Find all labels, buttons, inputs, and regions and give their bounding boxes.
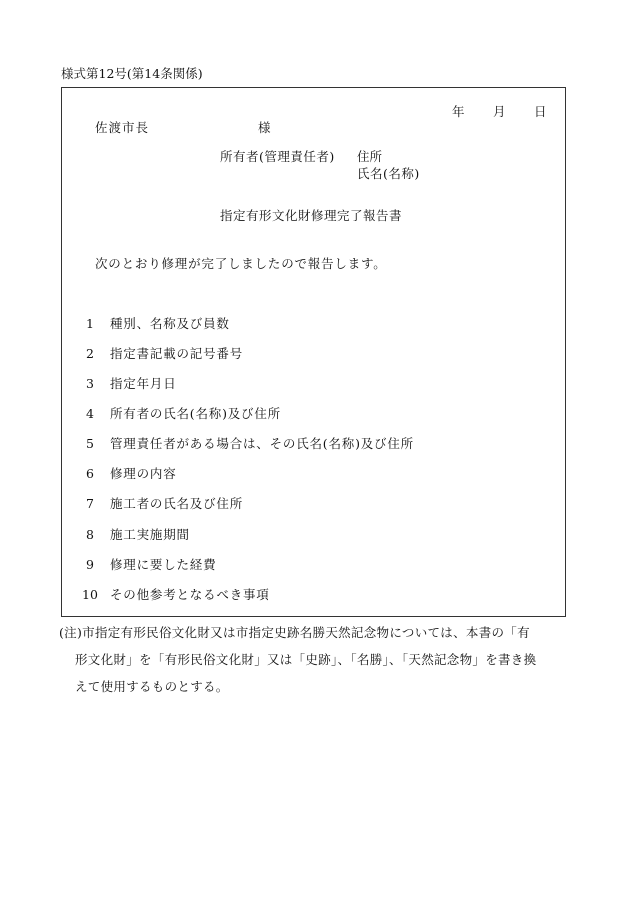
item-number: 10 — [82, 587, 98, 602]
date-day-label: 日 — [534, 104, 547, 119]
item-label: 修理の内容 — [110, 466, 177, 481]
item-label: その他参考となるべき事項 — [110, 587, 270, 602]
item-number: 3 — [86, 376, 94, 391]
owner-name-label: 氏名(名称) — [357, 166, 420, 181]
item-number: 1 — [86, 316, 94, 331]
intro-text: 次のとおり修理が完了しましたので報告します。 — [95, 256, 387, 271]
footnote-line: えて使用するものとする。 — [75, 679, 229, 694]
item-label: 施工実施期間 — [110, 527, 190, 542]
item-label: 所有者の氏名(名称)及び住所 — [110, 406, 281, 421]
item-label: 指定書記載の記号番号 — [110, 346, 244, 361]
addressee-title: 佐渡市長 — [95, 120, 150, 135]
date-month-label: 月 — [493, 104, 506, 119]
date-year-label: 年 — [452, 104, 465, 119]
item-label: 指定年月日 — [110, 376, 177, 391]
item-number: 8 — [86, 527, 94, 542]
item-label: 修理に要した経費 — [110, 557, 217, 572]
item-number: 2 — [86, 346, 94, 361]
owner-address-label: 住所 — [357, 149, 383, 164]
footnote-line: 形文化財」を「有形民俗文化財」又は「史跡」、「名勝」、「天然記念物」を書き換 — [75, 652, 537, 667]
item-label: 管理責任者がある場合は、その氏名(名称)及び住所 — [110, 436, 414, 451]
item-number: 7 — [86, 496, 94, 511]
item-label: 種別、名称及び員数 — [110, 316, 230, 331]
item-number: 5 — [86, 436, 94, 451]
footnote-line: (注)市指定有形民俗文化財又は市指定史跡名勝天然記念物については、本書の「有 — [59, 625, 530, 640]
form-number-label: 様式第12号(第14条関係) — [61, 66, 203, 81]
owner-role-label: 所有者(管理責任者) — [220, 149, 335, 164]
item-number: 9 — [86, 557, 94, 572]
document-title: 指定有形文化財修理完了報告書 — [220, 208, 403, 223]
item-number: 4 — [86, 406, 94, 421]
item-number: 6 — [86, 466, 94, 481]
addressee-honorific: 様 — [258, 120, 271, 135]
item-label: 施工者の氏名及び住所 — [110, 496, 244, 511]
